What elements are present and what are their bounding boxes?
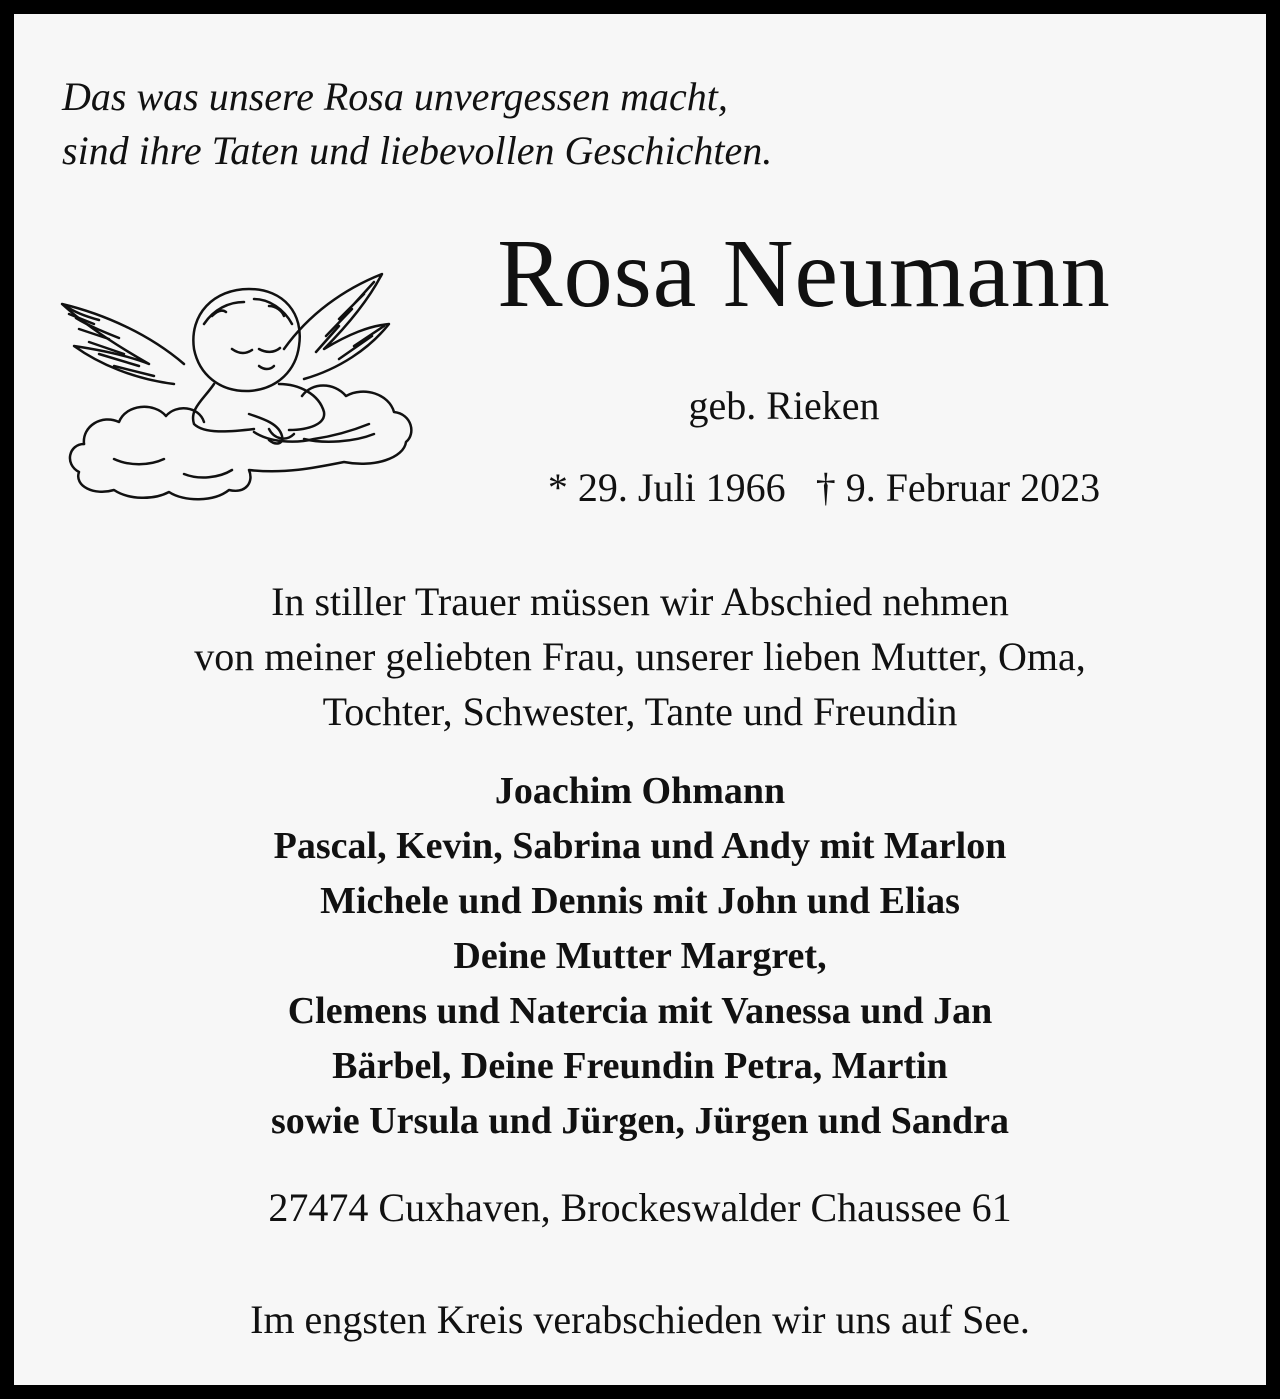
address: 27474 Cuxhaven, Brockeswalder Chaussee 61: [268, 1185, 1012, 1230]
maiden-name: geb. Rieken: [688, 383, 880, 428]
motto-line-2: sind ihre Taten und liebevollen Geschichten.: [62, 128, 773, 173]
life-dates: [454, 461, 1194, 515]
family-line: Deine Mutter Margret,: [453, 935, 827, 977]
mourning-line: In stiller Trauer müssen wir Abschied nehmen: [271, 579, 1009, 624]
motto-quote: [62, 70, 1062, 178]
obituary-card: [14, 14, 1266, 1385]
family-line: Clemens und Natercia mit Vanessa und Jan: [287, 990, 993, 1032]
mourning-text: [14, 574, 1266, 739]
family-line: Joachim Ohmann: [494, 770, 786, 812]
left-wing-shape: [62, 304, 184, 384]
family-line: Bärbel, Deine Freundin Petra, Martin: [332, 1045, 948, 1087]
death-date: † 9. Februar 2023: [815, 465, 1101, 510]
motto-line-1: Das was unsere Rosa unvergessen macht,: [62, 74, 728, 119]
closing-note: Im engsten Kreis verabschieden wir uns auf See.: [250, 1297, 1030, 1342]
family-line: Michele und Dennis mit John und Elias: [320, 880, 960, 922]
family-list: [14, 764, 1266, 1149]
cloud-shape: [70, 386, 411, 500]
family-line: Pascal, Kevin, Sabrina und Andy mit Marlon: [273, 825, 1007, 867]
birth-date: * 29. Juli 1966: [547, 465, 786, 510]
deceased-name: Rosa Neumann: [497, 220, 1111, 328]
mourning-line: Tochter, Schwester, Tante und Freundin: [322, 689, 958, 734]
angel-head-shape: [193, 289, 299, 391]
mourning-line: von meiner geliebten Frau, unserer lieben Mutter, Oma,: [194, 634, 1086, 679]
family-line: sowie Ursula und Jürgen, Jürgen und Sandra: [270, 1100, 1009, 1142]
sleeping-angel-on-cloud-icon: [54, 254, 424, 504]
